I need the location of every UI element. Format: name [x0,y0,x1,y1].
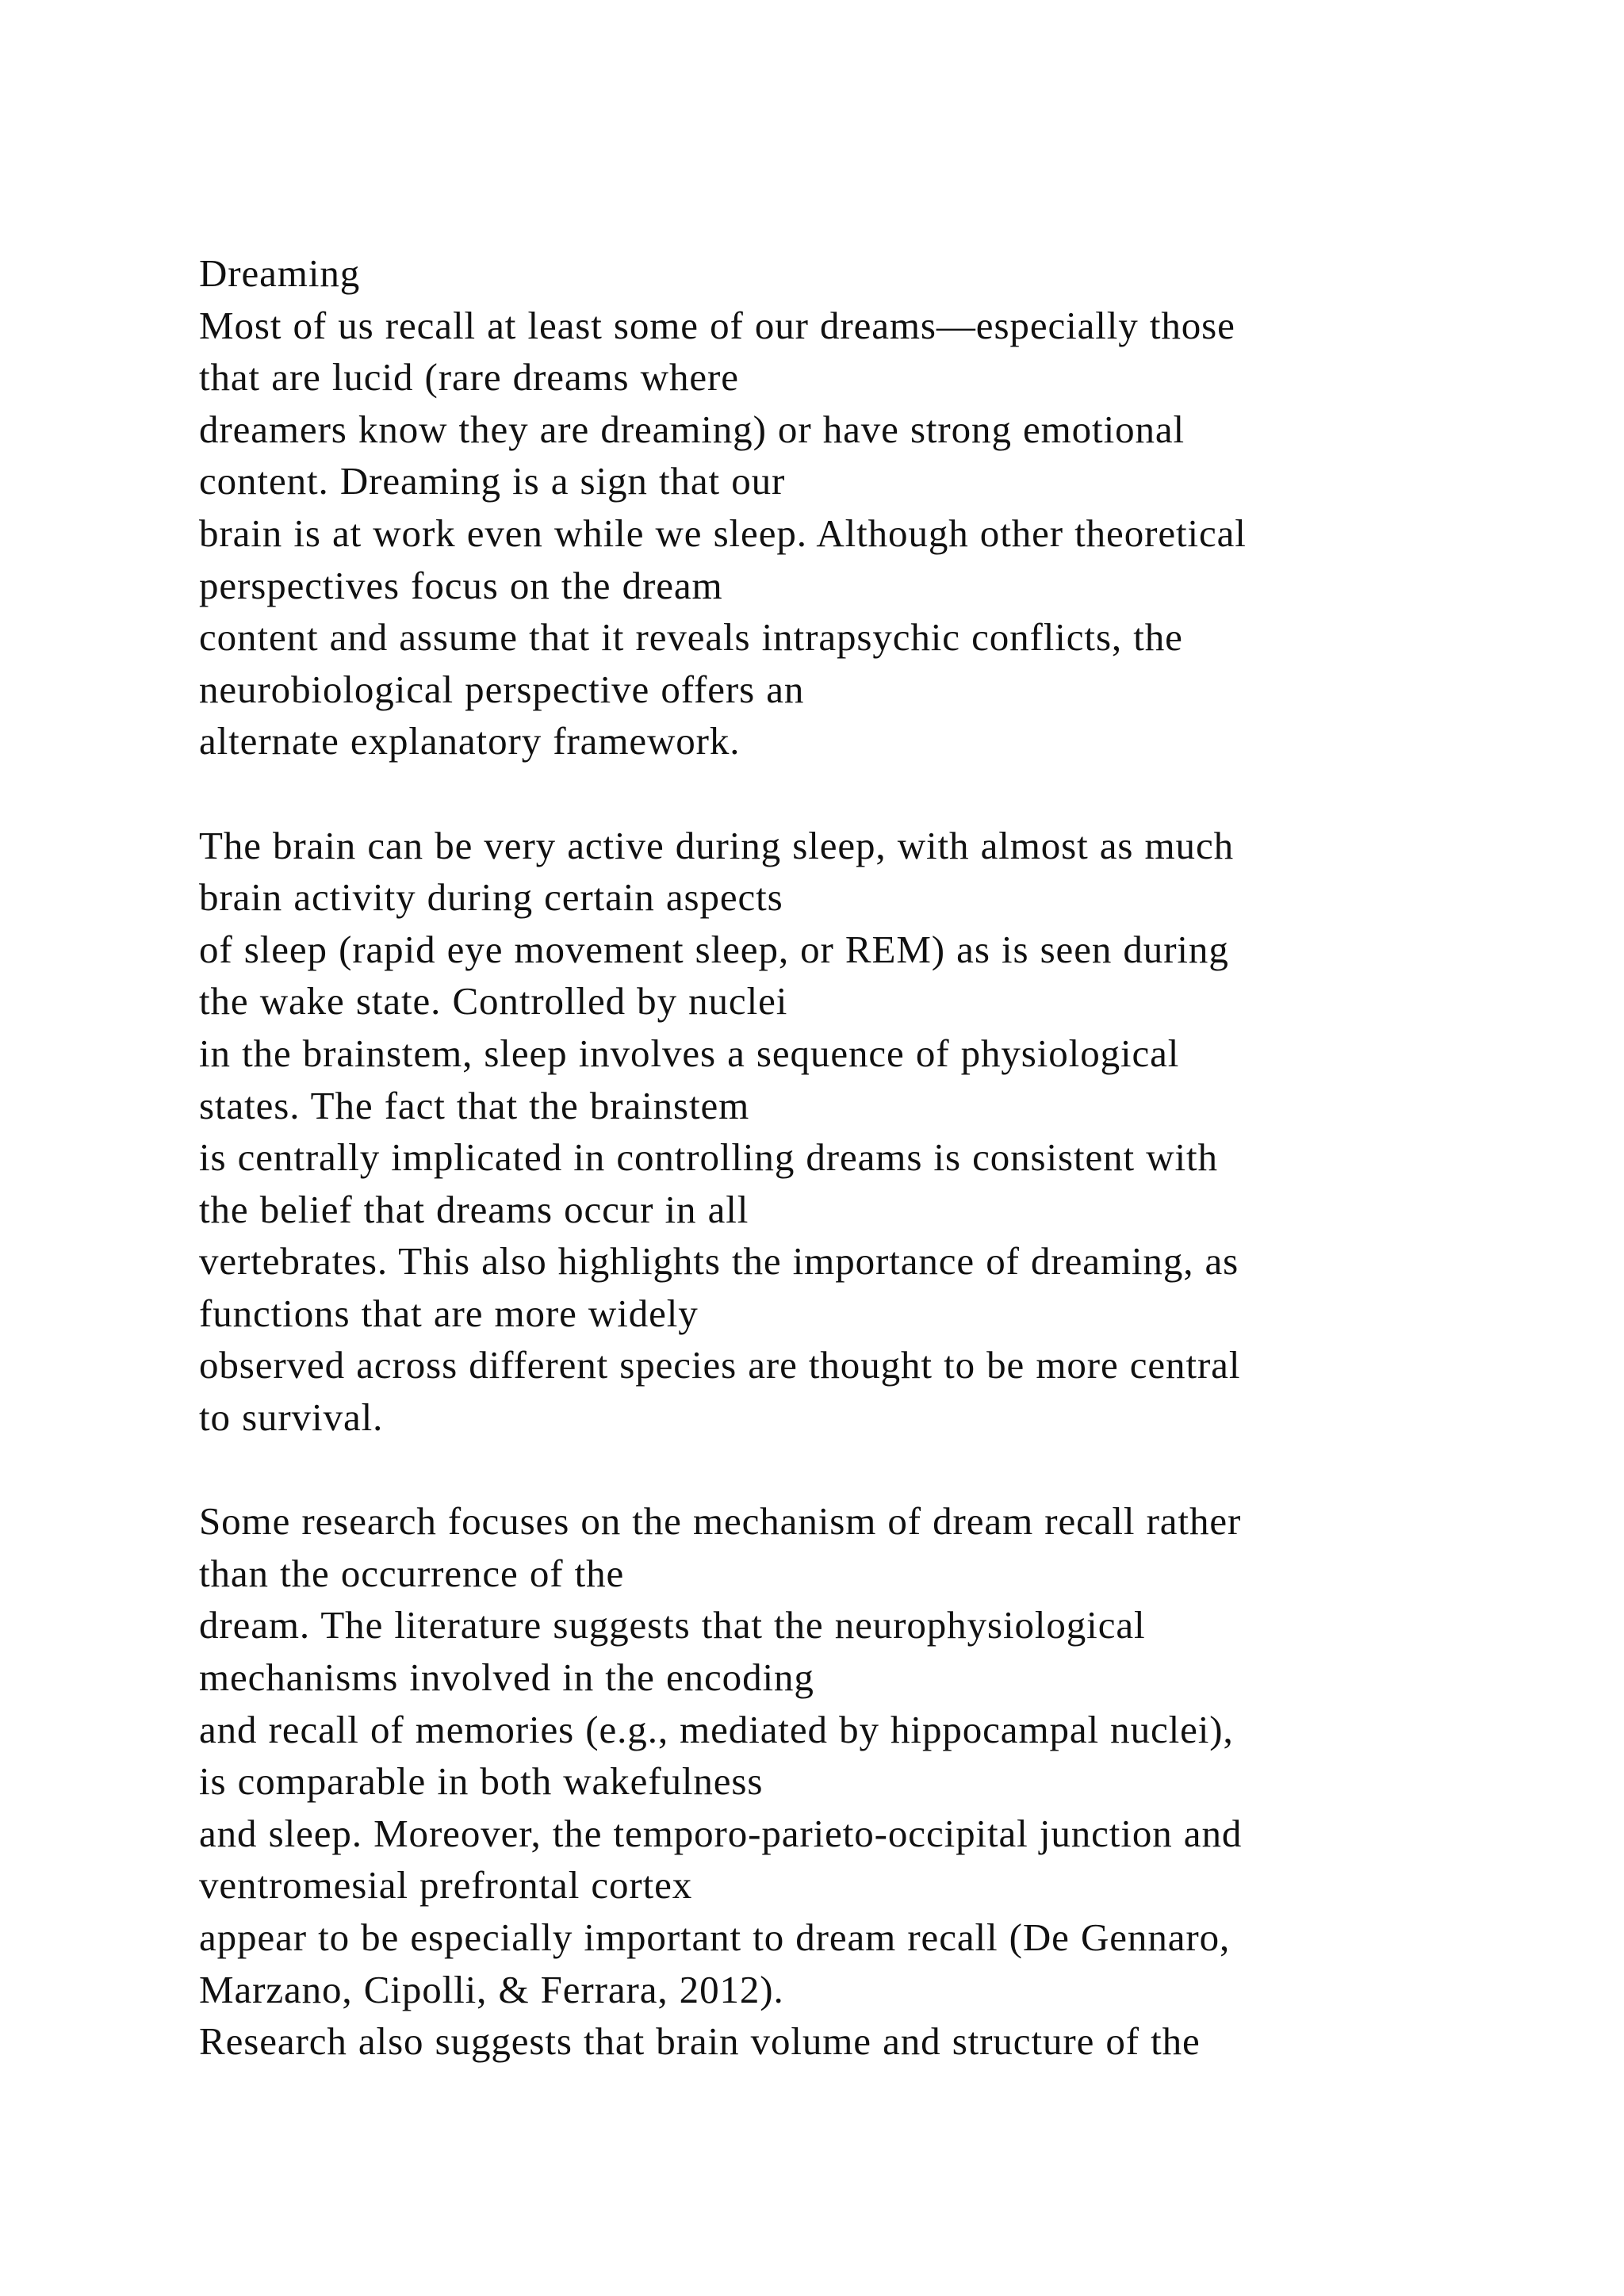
text-line: the belief that dreams occur in all [199,1187,749,1231]
text-line: mechanisms involved in the encoding [199,1655,814,1700]
text-line: in the brainstem, sleep involves a sequence of physiological [199,1031,1180,1075]
text-line: than the occurrence of the [199,1551,625,1595]
text-line: brain activity during certain aspects [199,875,783,920]
paragraph-break [199,767,1515,820]
text-line: brain is at work even while we sleep. Although other theoretical [199,511,1247,555]
text-line: is centrally implicated in controlling dreams is consistent with [199,1135,1218,1180]
text-line: Most of us recall at least some of our dreams—especially those [199,303,1235,347]
text-line: Some research focuses on the mechanism of dream recall rather [199,1499,1242,1544]
text-line: ventromesial prefrontal cortex [199,1863,693,1908]
text-line: dreamers know they are dreaming) or have strong emotional [199,407,1185,451]
text-line: and sleep. Moreover, the temporo-parieto-occipital junction and [199,1811,1243,1855]
text-line: appear to be especially important to dream recall (De Gennaro, [199,1915,1231,1959]
text-line: Marzano, Cipolli, & Ferrara, 2012). [199,1967,784,2011]
text-line: neurobiological perspective offers an [199,667,805,711]
text-line: the wake state. Controlled by nuclei [199,979,788,1024]
text-line: functions that are more widely [199,1291,699,1335]
text-line: to survival. [199,1395,384,1440]
text-line: perspectives focus on the dream [199,563,723,607]
text-line: alternate explanatory framework. [199,719,741,763]
text-line: dream. The literature suggests that the neurophysiological [199,1603,1146,1647]
text-line: and recall of memories (e.g., mediated by hippocampal nuclei), [199,1707,1234,1751]
text-line: content and assume that it reveals intrapsychic conflicts, the [199,615,1183,660]
text-line: The brain can be very active during sleep, with almost as much [199,823,1235,867]
document-title: Dreaming [199,251,361,295]
paragraph-break [199,1444,1515,1496]
text-line: content. Dreaming is a sign that our [199,459,786,503]
text-line: observed across different species are thought to be more central [199,1343,1241,1387]
text-line: that are lucid (rare dreams where [199,355,739,400]
text-line: vertebrates. This also highlights the importance of dreaming, as [199,1239,1239,1284]
text-line: is comparable in both wakefulness [199,1759,764,1804]
text-line: Research also suggests that brain volume and structure of the [199,2019,1201,2064]
document-body [199,247,1515,2068]
text-line: states. The fact that the brainstem [199,1083,750,1127]
text-line: of sleep (rapid eye movement sleep, or REM) as is seen during [199,927,1229,971]
